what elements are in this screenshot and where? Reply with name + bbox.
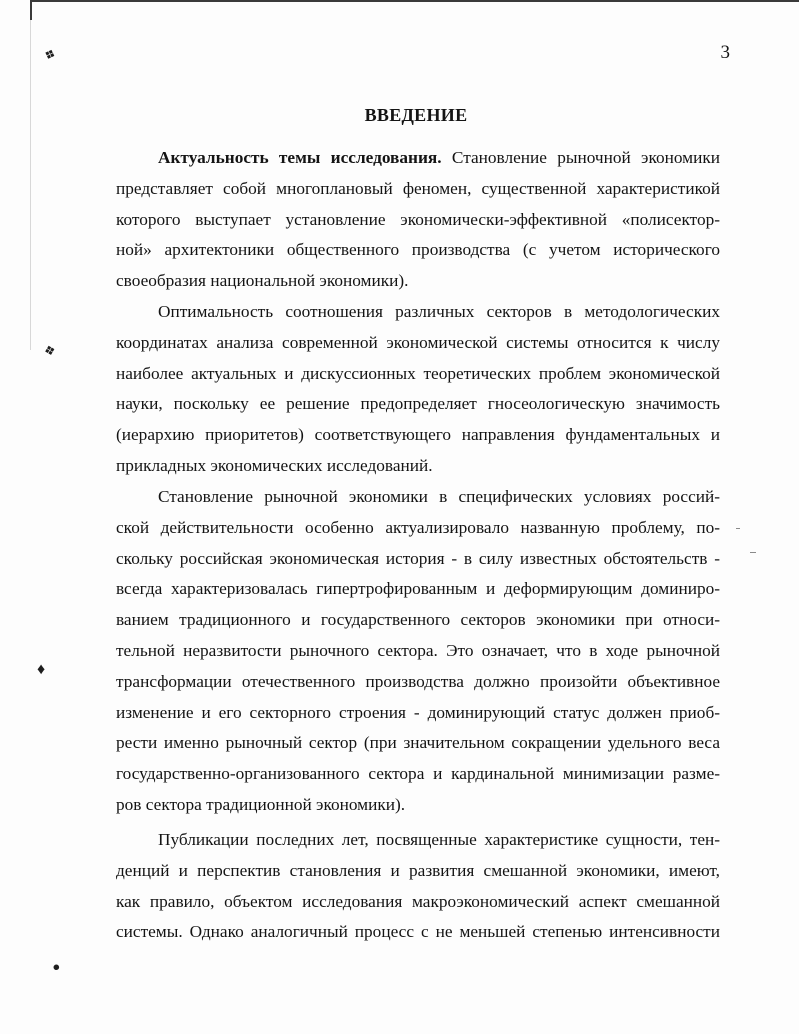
text-line: ной» архитектоники общественного производства (с учетом исторического [116, 240, 720, 260]
text-line: как правило, объектом исследования макроэкономический аспект смешанной [116, 891, 720, 911]
paragraph-russian-context [116, 482, 720, 821]
text-line: которого выступает установление экономически-эффективной «полисектор- [116, 209, 720, 229]
scan-artifact-speck [750, 552, 756, 553]
text-line: ской действительности особенно актуализировало названную проблему, по- [116, 517, 720, 537]
text-line: рести именно рыночный сектор (при значительном сокращении удельного веса [116, 733, 720, 753]
text-line: науки, поскольку ее решение предопределяет гносеологическую значимость [116, 394, 720, 414]
text-line: своеобразия национальной экономики). [116, 271, 409, 291]
text-line: координатах анализа современной экономической системы относится к числу [116, 332, 720, 352]
scan-artifact-mark: ● [48, 958, 64, 975]
paragraph-sector-optimality [116, 297, 720, 482]
text-line: трансформации отечественного производства должно произойти объективное [116, 671, 720, 691]
text-line: (иерархию приоритетов) соответствующего направления фундаментальных и [116, 425, 720, 445]
text-fragment: Становление рыночной экономики [441, 148, 721, 167]
text-line: ванием традиционного и государственного секторов экономики при относи- [116, 610, 720, 630]
text-line: наиболее актуальных и дискуссионных теоретических проблем экономической [116, 363, 720, 383]
scan-artifact-mark: ♦ [37, 661, 46, 678]
text-line: системы. Однако аналогичный процесс с не меньшей степенью интенсивности [116, 922, 720, 942]
text-line [116, 143, 720, 174]
scan-artifact-mark: ❖ [42, 341, 58, 360]
text-line: скольку российская экономическая история - в силу известных обстоятельств - [116, 548, 720, 568]
text-line: государственно-организованного сектора и кардинальной минимизации разме- [116, 764, 720, 784]
text-line: всегда характеризовалась гипертрофированным и деформирующим доминиро- [116, 579, 720, 599]
paragraph-publications [116, 825, 720, 948]
text-line: ров сектора традиционной экономики). [116, 794, 406, 814]
text-line: Публикации последних лет, посвященные характеристике сущности, тен- [158, 830, 720, 849]
page-number: 3 [720, 42, 730, 63]
scan-artifact-mark: ❖ [41, 45, 58, 64]
lead-bold-phrase: Актуальность темы исследования. [158, 148, 442, 167]
section-heading: ВВЕДЕНИЕ [364, 105, 468, 125]
text-line: Становление рыночной экономики в специфических условиях россий- [158, 487, 720, 506]
text-line: изменение и его секторного строения - доминирующий статус должен приоб- [116, 702, 720, 722]
text-line: представляет собой многоплановый феномен, существенной характеристикой [116, 178, 720, 198]
scan-edge-left [30, 0, 32, 20]
scan-artifact-speck [736, 528, 740, 529]
paragraph-relevance [116, 143, 720, 297]
scan-edge-left-faint [30, 20, 31, 350]
text-line: денций и перспектив становления и развития смешанной экономики, имеют, [116, 860, 720, 880]
text-line: Оптимальность соотношения различных секторов в методологических [158, 302, 720, 321]
scan-edge-top [30, 0, 799, 2]
text-line: прикладных экономических исследований. [116, 455, 433, 475]
text-line: тельной неразвитости рыночного сектора. Это означает, что в ходе рыночной [116, 640, 720, 660]
